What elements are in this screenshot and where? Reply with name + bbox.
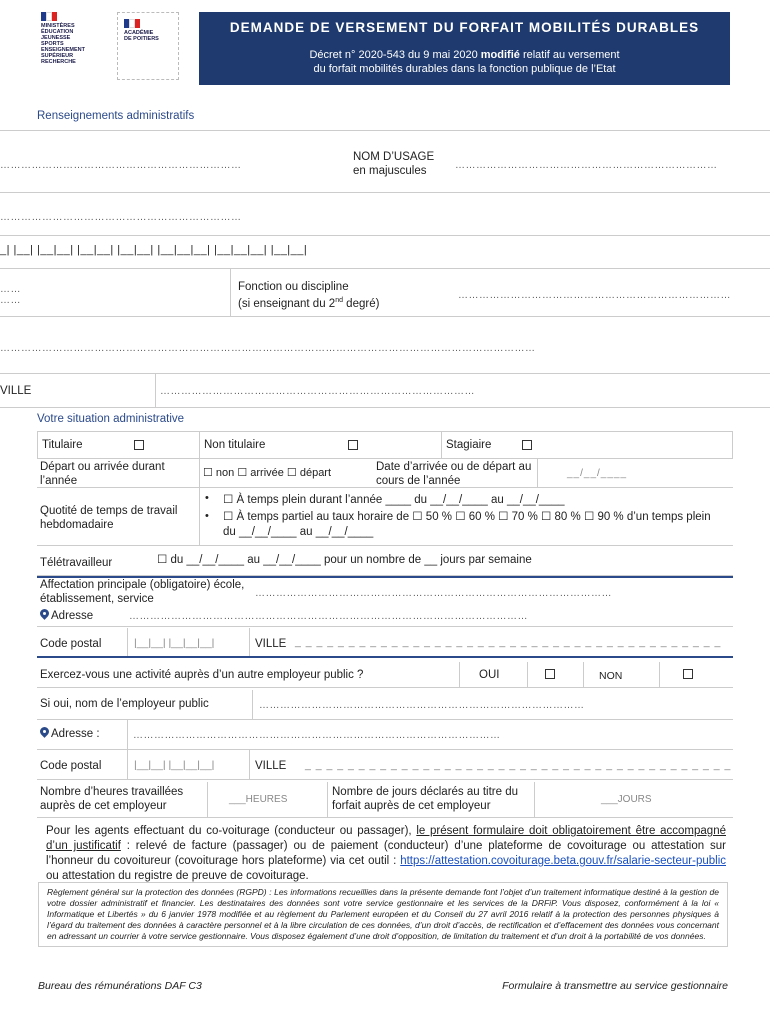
footer-left: Bureau des rémunérations DAF C3 [38, 980, 202, 992]
section-admin-title: Renseignements administratifs [37, 110, 195, 122]
logo1-line: SPORTS [41, 41, 64, 47]
jours-field[interactable]: ___JOURS [601, 794, 652, 805]
affectation-label: Affectation principale (obligatoire) école, établissement, service [40, 579, 245, 605]
location-pin-icon [40, 727, 49, 738]
vertical-divider [583, 662, 584, 688]
note-text: : relevé de facture (passager) ou de paiement (conducteur) d’une plateforme de covoiturage ou attestation sur l’honneur du covoitureur (covoiturage hors plateforme) via cet outil : [46, 840, 726, 867]
vertical-divider [199, 458, 200, 488]
vertical-divider [249, 628, 250, 656]
cp1-label: Code postal [40, 638, 102, 650]
covoiturage-note [46, 824, 726, 884]
adresse1-field[interactable]: …………………………………………………………………………………………………… [129, 611, 528, 622]
ville-label: VILLE [0, 385, 32, 397]
heures-field[interactable]: ___HEURES [229, 794, 288, 805]
fonction-text: degré) [342, 297, 380, 310]
section-situation-title: Votre situation administrative [37, 413, 185, 425]
logo1-line: MINISTÈRES [41, 23, 75, 29]
bullet: • [205, 510, 209, 522]
cp1-row [37, 628, 733, 658]
vertical-divider [127, 720, 128, 750]
divider [0, 235, 770, 236]
si-oui-label: Si oui, nom de l’employeur public [40, 698, 209, 710]
nom-usage-label [353, 150, 434, 178]
cp2-row [37, 750, 733, 780]
titulaire-label: Titulaire [38, 432, 130, 459]
jours-label: Nombre de jours déclarés au titre du forfait auprès de cet employeur [332, 786, 519, 812]
subtitle-bold: modifié [480, 49, 520, 61]
nom-usage-line1: NOM D’USAGE [353, 151, 435, 163]
oui-checkbox[interactable] [545, 669, 555, 679]
adresse1-text: Adresse [51, 610, 94, 622]
attestation-link[interactable]: https://attestation.covoiturage.beta.gouv.fr/salarie-secteur-public [400, 855, 726, 867]
vertical-divider [252, 690, 253, 720]
vertical-divider [199, 488, 200, 546]
quotite-partiel-option[interactable]: ☐ À temps partiel au taux horaire de ☐ 50 % ☐ 60 % ☐ 70 % ☐ 80 % ☐ 90 % d’un temps plein du __/__/____ au __/__/____ [223, 511, 711, 538]
vertical-divider [534, 782, 535, 818]
ville-field[interactable]: ……………………………………………………………………………… [160, 386, 475, 397]
vertical-divider [155, 373, 156, 407]
heures-row [37, 782, 733, 818]
grade-field[interactable]: …… …… [0, 284, 21, 306]
non-label: NON [599, 670, 623, 682]
nom-field[interactable]: …………………………………………………………… [0, 160, 242, 171]
teletravail-row [37, 546, 733, 576]
heures-label: Nombre d’heures travaillées auprès de cet employeur [40, 786, 184, 812]
adresse2-field[interactable]: …………………………………………………………………………………………… [133, 730, 501, 741]
teletravail-label: Télétravailleur [40, 557, 113, 569]
stagiaire-checkbox[interactable] [518, 432, 733, 459]
non-titulaire-checkbox[interactable] [344, 432, 442, 459]
logo1-line: SUPÉRIEUR [41, 53, 74, 59]
quotite-row [37, 488, 733, 546]
divider [0, 373, 770, 374]
subtitle-line2: du forfait mobilités durables dans la fonction publique de l’Etat [313, 63, 616, 75]
location-pin-icon [40, 609, 49, 620]
adresse2-label [40, 727, 100, 741]
adresse-field[interactable]: ……………………………………………………………………………………………………………………………………… [0, 343, 536, 354]
cp2-field[interactable]: |__|__| |__|__|__| [134, 759, 215, 771]
quotite-label: Quotité de temps de travail hebdomadaire [40, 505, 178, 531]
footer-right: Formulaire à transmettre au service gestionnaire [502, 980, 728, 992]
fonction-text: (si enseignant du 2 [238, 297, 336, 310]
teletravail-field[interactable]: ☐ du __/__/____ au __/__/____ pour un nombre de __ jours par semaine [157, 554, 532, 566]
vertical-divider [207, 782, 208, 818]
vertical-divider [127, 628, 128, 656]
note-underlined: le présent formulaire doit obligatoirement être accompagné d’un justificatif [46, 825, 726, 852]
autre-employeur-row [37, 662, 733, 688]
date-label: Date d’arrivée ou de départ au cours de l’année [376, 461, 532, 487]
non-checkbox[interactable] [683, 669, 693, 679]
titulaire-checkbox[interactable] [130, 432, 200, 459]
depart-label: Départ ou arrivée durant l’année [40, 461, 165, 487]
date-field[interactable]: __/__/____ [567, 468, 628, 479]
divider [0, 268, 770, 269]
divider [0, 192, 770, 193]
affectation-field[interactable]: ………………………………………………………………………………………… [255, 588, 612, 599]
stagiaire-label: Stagiaire [442, 432, 518, 459]
vertical-divider [230, 268, 231, 316]
quotite-plein-option[interactable]: ☐ À temps plein durant l’année ____ du __/__/____ au __/__/____ [223, 494, 565, 506]
logo1-line: ÉDUCATION [41, 29, 74, 35]
fonction-line1: Fonction ou discipline [238, 281, 349, 293]
divider [0, 316, 770, 317]
fonction-line2 [238, 294, 379, 311]
header-banner [199, 12, 730, 85]
situation-table [37, 431, 733, 459]
vertical-divider [127, 750, 128, 780]
bullet: • [205, 492, 209, 504]
depart-row [37, 458, 733, 488]
adresse2-text: Adresse : [51, 728, 100, 740]
prenom-field[interactable]: …………………………………………………………… [0, 212, 242, 223]
rgpd-notice: Règlement général sur la protection des données (RGPD) : Les informations recueillies dans la présente demande font l’objet d’un traitement informatique destiné à la gestion de votre dossier administratif et financier. Les destinataires des données sont votre service gestionnaire et les services de la DRFiP. Vous disposez, conformément à la loi « Informatique et Libertés » du 6 janvier 1978 modifiée et au règlement du Parlement européen et du Conseil du 27 avril 2016 relatif à la protection des personnes physiques à l’égard du traitement des données à caractère personnel et à la libre circulation de ces données, d’un droit d’accès, de rectification et d’effacement des données vous concernant en adressant un courrier à votre service gestionnaire. Vous disposez également d’une droit d’opposition, de limitation du traitement et d’un droit à la portabilité de vos données. [38, 882, 728, 947]
logo2-line: ACADÉMIE [124, 30, 154, 36]
oui-label: OUI [479, 669, 500, 681]
note-text: ou attestation du registre de preuve de covoiturage. [46, 870, 309, 882]
vertical-divider [327, 782, 328, 818]
adresse1-label [40, 609, 93, 623]
cp2-label: Code postal [40, 760, 102, 772]
divider [0, 130, 770, 131]
ministry-logo [41, 12, 103, 80]
si-oui-row [37, 690, 733, 720]
logo2-line: DE POITIERS [124, 36, 159, 42]
fonction-sup: nd [335, 297, 343, 304]
adresse1-row [37, 607, 733, 627]
vertical-divider [537, 458, 538, 488]
logo1-line: ENSEIGNEMENT [41, 47, 86, 53]
logo1-line: JEUNESSE [41, 35, 71, 41]
subtitle-text: relatif au versement [519, 49, 620, 61]
vertical-divider [659, 662, 660, 688]
french-flag-icon [124, 19, 140, 28]
affectation-row [37, 578, 733, 606]
cp1-field[interactable]: |__|__| |__|__|__| [134, 637, 215, 649]
ville2-label: VILLE [255, 760, 287, 772]
nom-usage-line2: en majuscules [353, 165, 427, 177]
divider [0, 407, 770, 408]
autre-employeur-question: Exercez-vous une activité auprès d’un autre employeur public ? [40, 669, 364, 681]
vertical-divider [249, 750, 250, 780]
non-titulaire-label: Non titulaire [200, 432, 344, 459]
adresse2-row [37, 720, 733, 750]
subtitle-text: Décret n° 2020-543 du 9 mai 2020 [309, 49, 481, 61]
ville2-field[interactable]: _ _ _ _ _ _ _ _ _ _ _ _ _ _ _ _ _ _ _ _ _ _ _ _ _ _ _ _ _ _ _ _ _ _ _ _ _ _ _ _ [305, 759, 732, 771]
ville1-label: VILLE [255, 638, 287, 650]
id-number-boxes[interactable]: _| |__| |__|__| |__|__| |__|__| |__|__|__| |__|__|__| |__|__| [0, 244, 308, 256]
nom-usage-field[interactable]: ………………………………………………………………… [455, 160, 718, 171]
ville1-field[interactable]: _ _ _ _ _ _ _ _ _ _ _ _ _ _ _ _ _ _ _ _ _ _ _ _ _ _ _ _ _ _ _ _ _ _ _ _ _ _ _ _ [295, 636, 722, 648]
vertical-divider [527, 662, 528, 688]
si-oui-field[interactable]: ………………………………………………………………………………… [259, 700, 585, 711]
fonction-field[interactable]: …………………………………………………………………… [458, 290, 731, 301]
academie-logo [117, 12, 179, 80]
fonction-label [238, 280, 379, 311]
page-title: DEMANDE DE VERSEMENT DU FORFAIT MOBILITÉS DURABLES [229, 20, 700, 35]
vertical-divider [459, 662, 460, 688]
note-text: Pour les agents effectuant du co-voiturage (conducteur ou passager), [46, 825, 417, 837]
depart-options[interactable]: ☐ non ☐ arrivée ☐ départ [203, 467, 332, 479]
french-flag-icon [41, 12, 57, 21]
logo1-line: RECHERCHE [41, 59, 76, 65]
page-subtitle [199, 48, 730, 76]
